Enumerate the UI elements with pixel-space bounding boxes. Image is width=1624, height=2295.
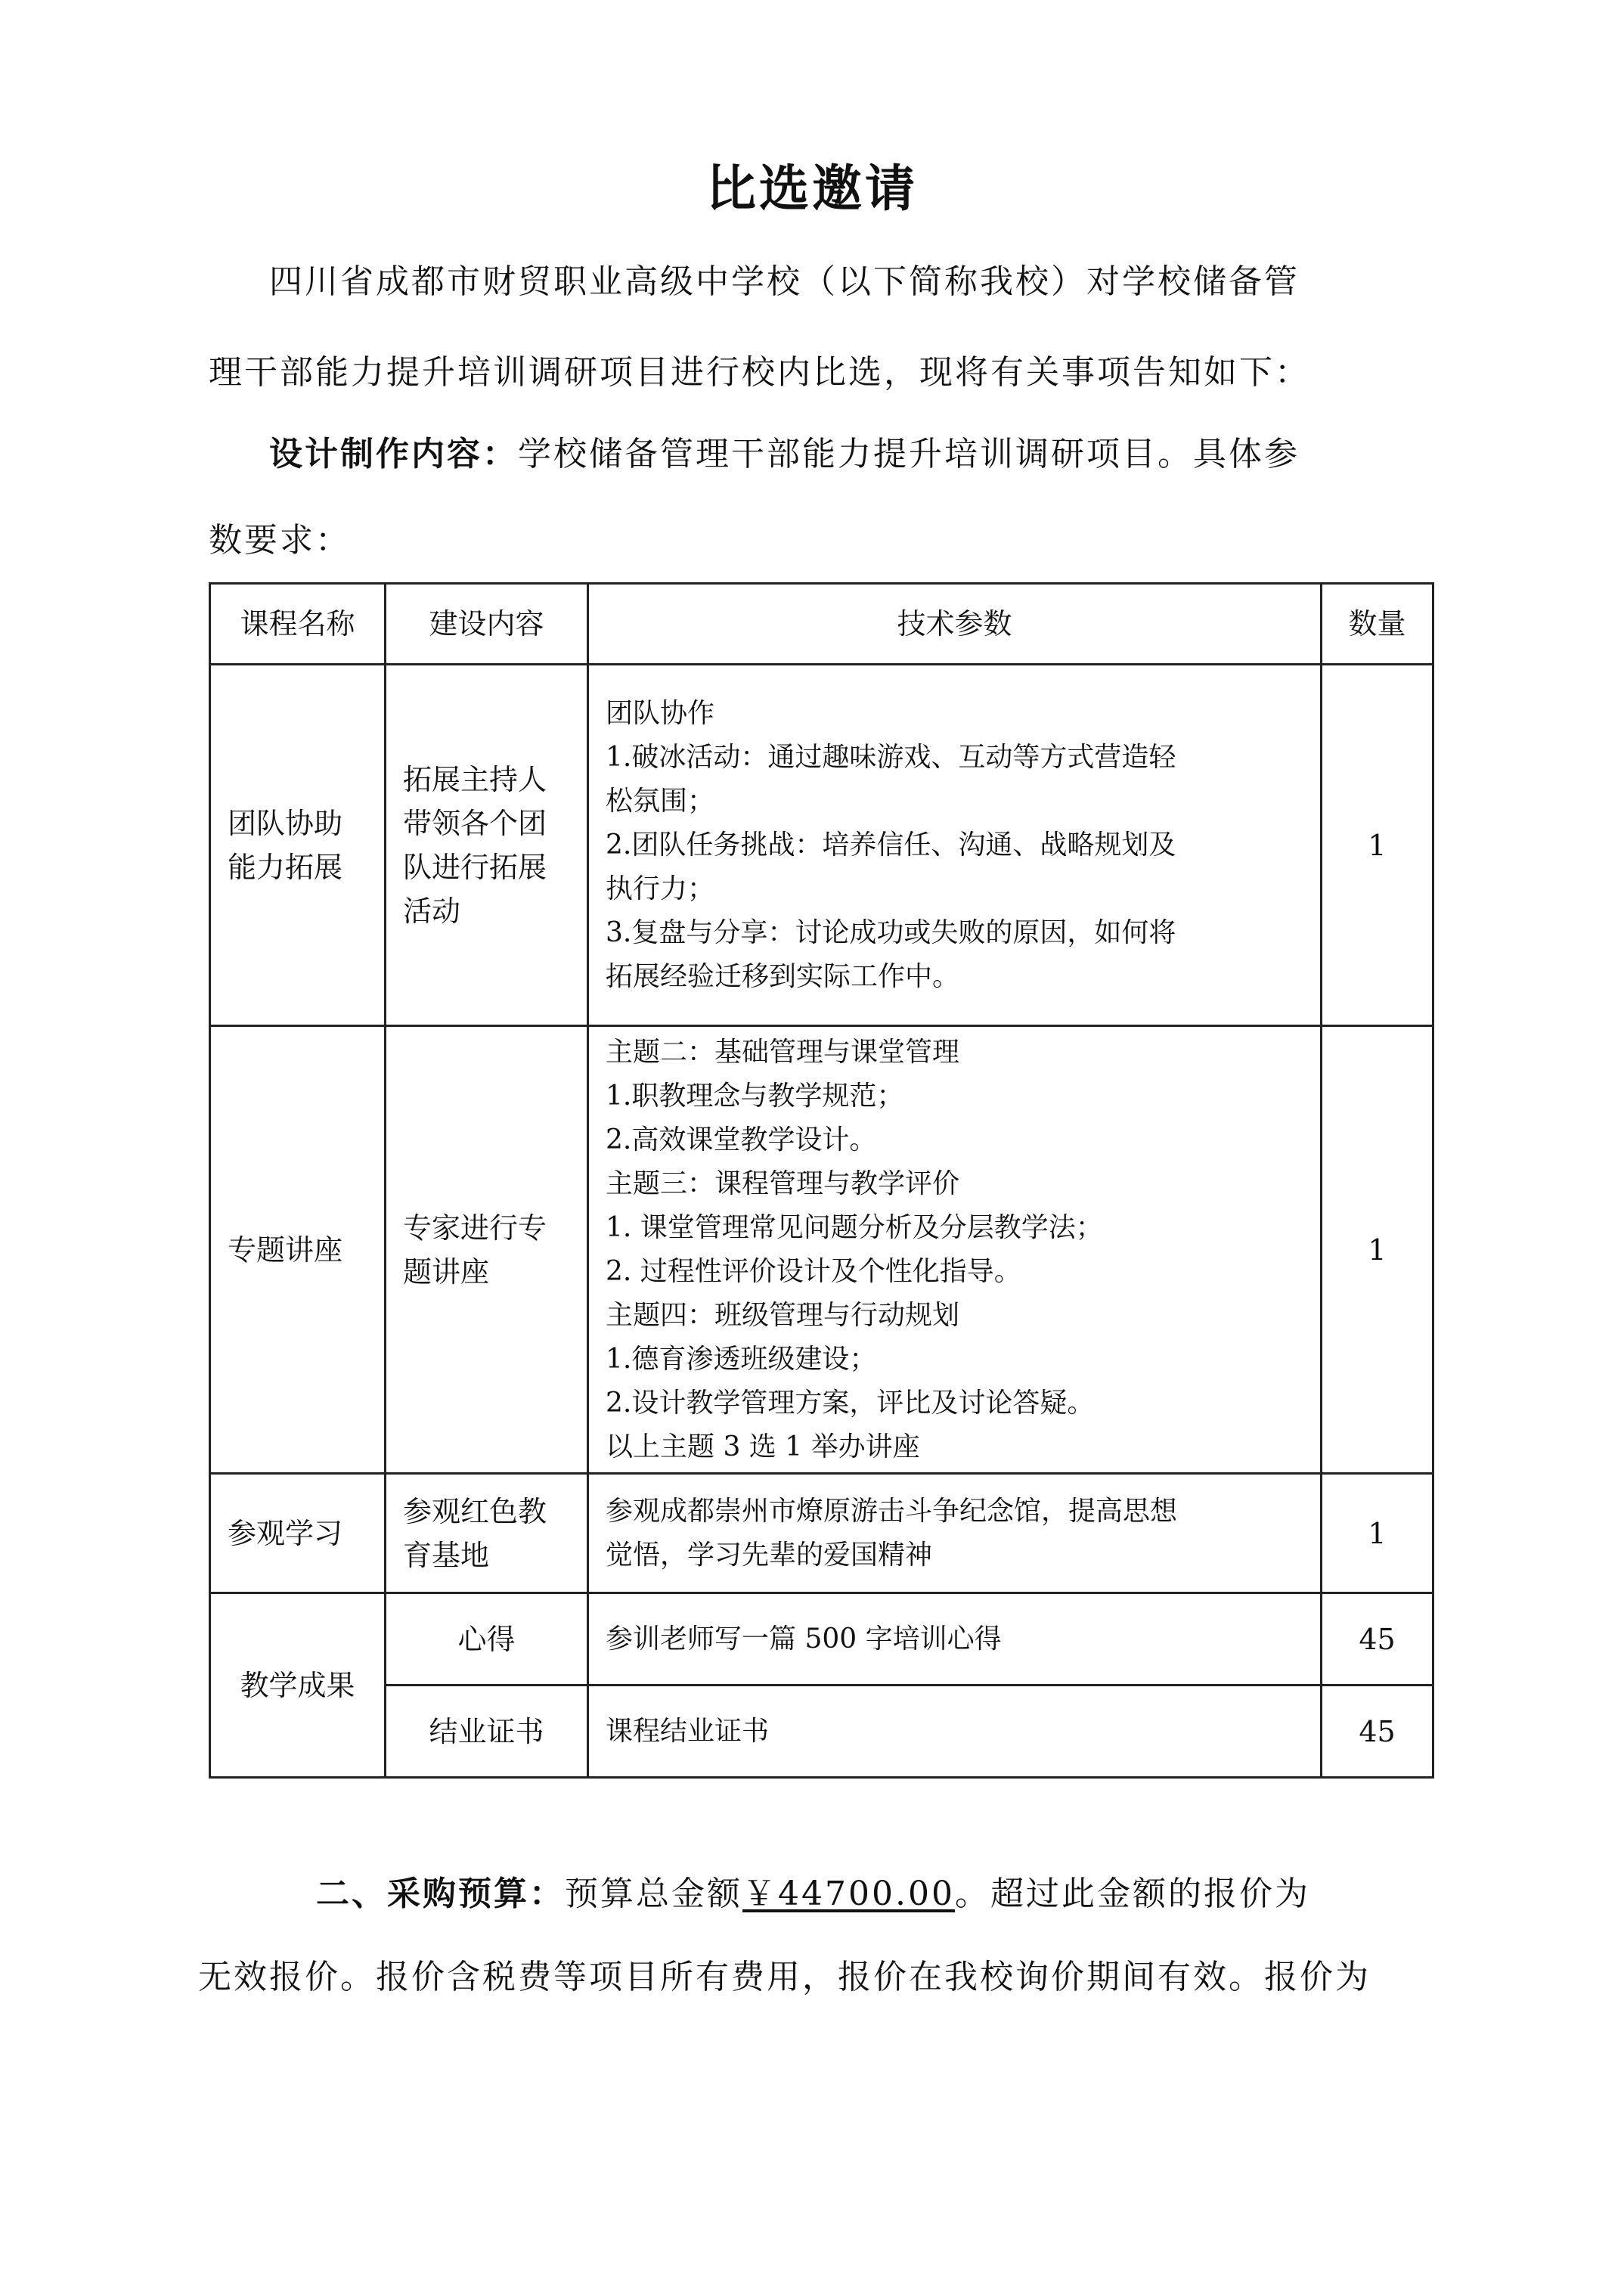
tech-params-cell: 参观成都崇州市燎原游击斗争纪念馆，提高思想 觉悟，学习先辈的爱国精神 [588, 1474, 1322, 1593]
table-row [210, 665, 1433, 1026]
intro-line-2: 理干部能力提升培训调研项目进行校内比选，现将有关事项告知如下： [209, 353, 1310, 392]
build-content-cell: 结业证书 [386, 1686, 588, 1778]
design-text-2: 数要求： [209, 521, 351, 560]
course-name-cell: 教学成果 [210, 1593, 386, 1778]
course-name-cell: 参观学习 [210, 1474, 386, 1593]
budget-label: 二、采购预算： [316, 1875, 565, 1913]
design-text-1: 学校储备管理干部能力提升培训调研项目。具体参 [518, 435, 1300, 473]
design-label: 设计制作内容： [269, 435, 518, 473]
build-content-cell: 参观红色教 育基地 [386, 1474, 588, 1593]
header-course-name: 课程名称 [210, 584, 386, 665]
table-row [210, 1686, 1433, 1778]
table-row [210, 1474, 1433, 1593]
build-content-cell: 心得 [386, 1593, 588, 1686]
header-build-content: 建设内容 [386, 584, 588, 665]
table-header-row [210, 584, 1433, 665]
page-title: 比选邀请 [706, 160, 918, 218]
build-content-cell: 专家进行专 题讲座 [386, 1026, 588, 1474]
build-content-cell: 拓展主持人 带领各个团 队进行拓展 活动 [386, 665, 588, 1026]
parameters-table [209, 582, 1434, 1779]
budget-line-2: 无效报价。报价含税费等项目所有费用，报价在我校询价期间有效。报价为 [198, 1958, 1371, 1996]
quantity-cell: 1 [1322, 1474, 1433, 1593]
budget-line-1 [316, 1866, 1310, 1915]
tech-params-cell: 参训老师写一篇 500 字培训心得 [588, 1593, 1322, 1686]
tech-params-cell: 课程结业证书 [588, 1686, 1322, 1778]
quantity-cell: 45 [1322, 1593, 1433, 1686]
course-name-cell: 团队协助 能力拓展 [210, 665, 386, 1026]
quantity-cell: 1 [1322, 665, 1433, 1026]
course-name-cell: 专题讲座 [210, 1026, 386, 1474]
intro-line-1: 四川省成都市财贸职业高级中学校（以下简称我校）对学校储备管 [269, 262, 1300, 301]
quantity-cell: 45 [1322, 1686, 1433, 1778]
budget-text-b: 。超过此金额的报价为 [954, 1875, 1310, 1913]
budget-text-a: 预算总金额 [565, 1875, 742, 1913]
tech-params-cell: 主题二：基础管理与课堂管理 1.职教理念与教学规范； 2.高效课堂教学设计。 主题三：课程管理与教学评价 1. 课堂管理常见问题分析及分层教学法； 2. 过程性评价设计及个性化指导。 主题四：班级管理与行动规划 1.德育渗透班级建设； 2.设计教学管理方案，评比及讨论答疑。 以上主题 3 选 1 举办讲座 [588, 1026, 1322, 1474]
table-row [210, 1593, 1433, 1686]
table-row [210, 1026, 1433, 1474]
header-tech-params: 技术参数 [588, 584, 1322, 665]
design-content-line [269, 426, 1300, 475]
header-quantity: 数量 [1322, 584, 1433, 665]
tech-params-cell: 团队协作 1.破冰活动：通过趣味游戏、互动等方式营造轻 松氛围； 2.团队任务挑战：培养信任、沟通、战略规划及 执行力； 3.复盘与分享：讨论成功或失败的原因，如何将 拓展经验迁移到实际工作中。 [588, 665, 1322, 1026]
budget-amount: ￥44700.00 [742, 1875, 955, 1913]
quantity-cell: 1 [1322, 1026, 1433, 1474]
